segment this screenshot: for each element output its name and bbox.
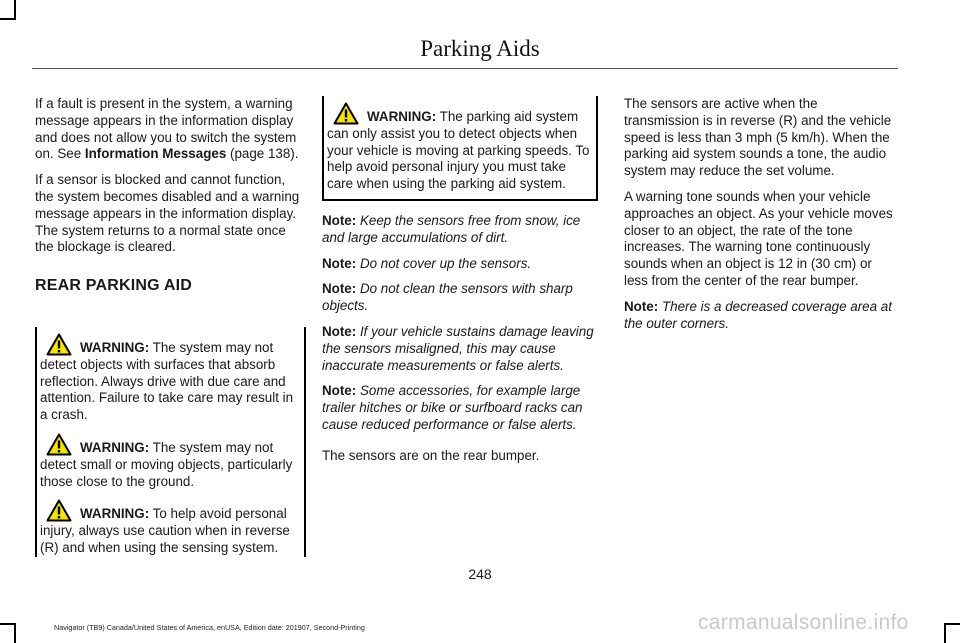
warning-box	[35, 327, 306, 557]
warning-item: WARNING: The parking aid system can only assist you to detect objects when your vehicle is moving at parking speeds. To help avoid personal injury you must take care when using the parking aid system.	[327, 102, 593, 193]
warning-box	[322, 96, 598, 201]
note-item: Note: There is a decreased coverage area at the outer corners.	[624, 298, 892, 331]
crop-mark	[0, 623, 16, 625]
crop-mark	[0, 18, 16, 20]
note-item: Note: Do not cover up the sensors.	[322, 255, 532, 271]
note-item: Note: Do not clean the sensors with sharp objects.	[322, 281, 573, 314]
edition-info: Navigator (TB9) Canada/United States of America, enUSA, Edition date: 201907, Second-Printing	[54, 623, 365, 632]
watermark: carmanualsonline.info	[698, 611, 909, 634]
header-divider	[32, 68, 898, 69]
warning-tone-paragraph: A warning tone sounds when your vehicle approaches an object. As your vehicle moves closer to an object, the rate of the tone increases. The warning tone continuously sounds when an object is 12 in (30 cm) or less from the center of the rear bumper.	[624, 188, 893, 288]
note-item: Note: Some accessories, for example large trailer hitches or bike or surfboard racks can cause reduced performance or false alerts.	[322, 383, 583, 432]
crop-mark	[14, 0, 16, 20]
page-title: Parking Aids	[420, 36, 540, 61]
sensor-location-paragraph: The sensors are on the rear bumper.	[322, 447, 540, 463]
warning-triangle-icon	[46, 333, 72, 356]
warning-item: WARNING: The system may not detect objects with surfaces that absorb reflection. Always drive with due care and attention. Failure to take care may result in a crash.	[40, 333, 301, 424]
section-heading: REAR PARKING AID	[35, 277, 192, 295]
page-number: 248	[468, 566, 492, 582]
note-item: Note: Keep the sensors free from snow, ice and large accumulations of dirt.	[322, 212, 581, 245]
crop-mark	[944, 623, 960, 625]
warning-triangle-icon	[46, 499, 72, 522]
column-2	[322, 96, 598, 474]
fault-paragraph: If a fault is present in the system, a warning message appears in the information display and does not allow you to switch the system on. See Information Messages (page 138).	[35, 96, 299, 162]
information-messages-link[interactable]: Information Messages	[84, 146, 227, 162]
blocked-sensor-paragraph: If a sensor is blocked and cannot function, the system becomes disabled and a warning message appears in the information display. The system returns to a normal state once the blockage is cleared.	[35, 172, 300, 255]
crop-mark	[14, 623, 16, 643]
warning-triangle-icon	[333, 102, 359, 125]
warning-triangle-icon	[46, 433, 72, 456]
column-1	[35, 96, 306, 557]
sensors-active-paragraph: The sensors are active when the transmission is in reverse (R) and the vehicle speed is less than 3 mph (5 km/h). When the parking aid system sounds a tone, the audio system may reduce the set volume.	[624, 96, 892, 179]
crop-mark	[944, 623, 946, 643]
warning-item: WARNING: To help avoid personal injury, always use caution when in reverse (R) and when using the sensing system.	[40, 499, 301, 556]
note-item: Note: If your vehicle sustains damage leaving the sensors misaligned, this may cause inaccurate measurements or false alerts.	[322, 323, 594, 373]
warning-item: WARNING: The system may not detect small or moving objects, particularly those close to the ground.	[40, 433, 301, 490]
column-3	[624, 96, 896, 341]
